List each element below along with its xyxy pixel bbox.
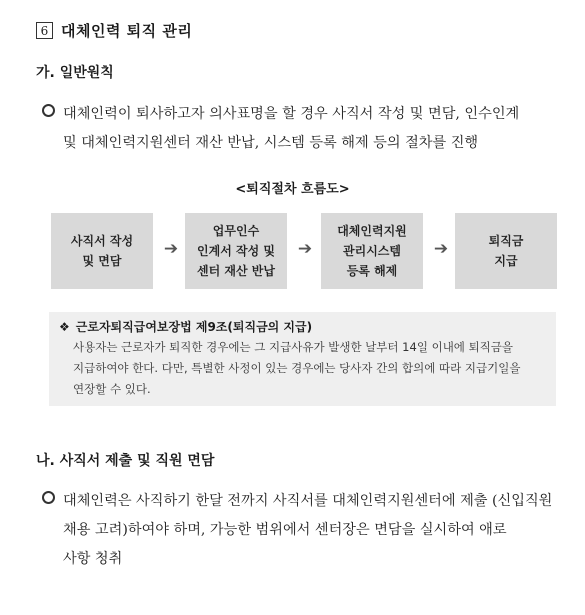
diamond-bullet-icon: ❖ xyxy=(59,320,70,334)
paragraph-line-1: 대체인력은 사직하기 한달 전까지 사직서를 대체인력지원센터에 제출 (신입직원 xyxy=(63,493,553,509)
arrow-right-icon: ➔ xyxy=(433,239,449,259)
paragraph-line-1: 대체인력이 퇴사하고자 의사표명을 할 경우 사직서 작성 및 면담, 인수인계 xyxy=(63,106,520,122)
paragraph-line-2: 및 대체인력지원센터 재산 반납, 시스템 등록 해제 등의 절차를 진행 xyxy=(63,135,479,151)
section-number-box: 6 xyxy=(36,22,53,39)
arrow-right-icon: ➔ xyxy=(297,239,313,259)
section-header xyxy=(36,20,192,41)
paragraph-line-3: 사항 청취 xyxy=(63,551,123,567)
legal-note-title-row xyxy=(59,318,546,336)
flow-chart-title: <퇴직절차 흐름도> xyxy=(235,182,350,197)
legal-note-title: 근로자퇴직급여보장법 제9조(퇴직금의 지급) xyxy=(75,320,313,334)
arrow-right-icon: ➔ xyxy=(163,239,179,259)
legal-note-line: 연장할 수 있다. xyxy=(73,382,151,396)
paragraph-line-2: 채용 고려)하여야 하며, 가능한 범위에서 센터장은 면담을 실시하여 애로 xyxy=(63,522,507,538)
retirement-flow-chart xyxy=(51,213,557,289)
paragraph-resignation-interview xyxy=(42,487,557,574)
section-title: 대체인력 퇴직 관리 xyxy=(61,22,193,40)
flow-step-resignation: 사직서 작성 및 면담 xyxy=(51,213,153,289)
circle-bullet-icon xyxy=(42,104,55,117)
legal-note-box xyxy=(49,312,556,406)
flow-step-deregistration: 대체인력지원 관리시스템 등록 해제 xyxy=(321,213,423,289)
legal-note-body xyxy=(59,337,546,400)
legal-note-line: 사용자는 근로자가 퇴직한 경우에는 그 지급사유가 발생한 날부터 14일 이내에 퇴직금을 xyxy=(73,340,513,354)
paragraph-general-principle xyxy=(42,100,557,158)
paragraph-line xyxy=(42,493,552,509)
circle-bullet-icon xyxy=(42,491,55,504)
flow-step-severance: 퇴직금 지급 xyxy=(455,213,557,289)
subheading-resignation-interview: 나. 사직서 제출 및 직원 면담 xyxy=(36,453,215,469)
subheading-general-principle: 가. 일반원칙 xyxy=(36,65,114,81)
legal-note-line: 지급하여야 한다. 다만, 특별한 사정이 있는 경우에는 당사자 간의 합의에 따라 지급기일을 xyxy=(73,361,521,375)
flow-step-handover: 업무인수 인계서 작성 및 센터 재산 반납 xyxy=(185,213,287,289)
paragraph-line xyxy=(42,106,519,122)
